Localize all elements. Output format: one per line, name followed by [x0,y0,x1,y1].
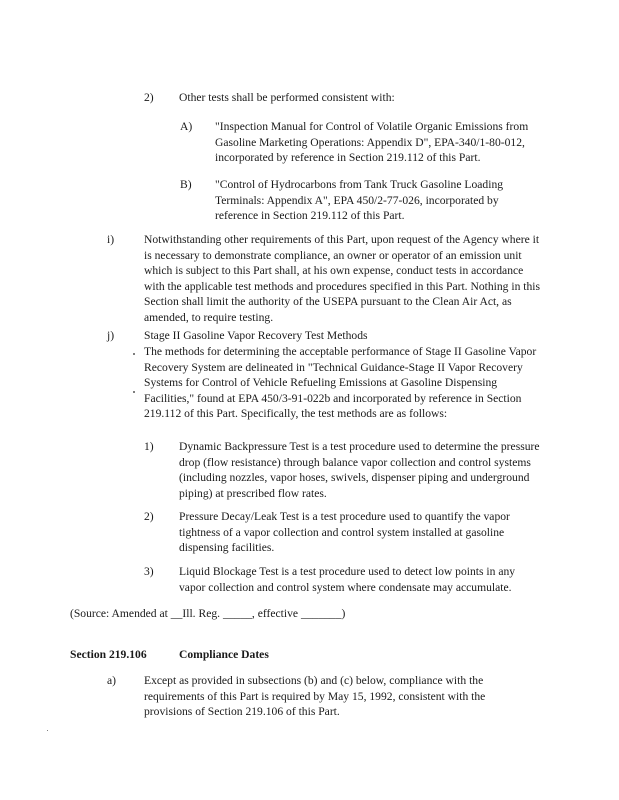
para-j-text: The methods for determining the acceptable performance of Stage II Gasoline Vapor Recovery System are delineated in "Technical Guidance-Stage II Vapor Recovery Systems for Control of Vehicle Refueling Emissions at Gasoline Dispensing Facilities," found at EPA 450/3-91-022b and incorporated by reference in Section 219.112 of this Part. Specifically, the test methods are as follows: [144,345,537,421]
scan-speck [47,730,48,731]
subitem-a-label: A) [180,120,193,133]
item-2-text: Other tests shall be performed consistent with: [179,91,395,104]
margin-mark [133,391,135,393]
j-item-3-label: 3) [144,565,154,578]
source-note: (Source: Amended at __Ill. Reg. _____, effective _______) [70,607,346,620]
section-number: Section 219.106 [70,648,147,661]
para-j-heading: Stage II Gasoline Vapor Recovery Test Methods [144,329,368,342]
para-a-label: a) [107,674,117,687]
subitem-b-text: "Control of Hydrocarbons from Tank Truck Gasoline Loading Terminals: Appendix A", EPA 450/2-77-026, incorporated by reference in Section 219.112 of this Part. [215,178,504,223]
subitem-b-label: B) [180,178,192,191]
para-i-text: Notwithstanding other requirements of this Part, upon request of the Agency where it is necessary to demonstrate compliance, an owner or operator of an emission unit which is subject to this Part shall, at his own expense, conduct tests in accordance with the applicable test methods and procedures specified in this Part. Nothing in this Section shall limit the authority of the USEPA pursuant to the Clean Air Act, as amended, to require testing. [144,233,541,324]
j-item-1-label: 1) [144,440,154,453]
para-a-text: Except as provided in subsections (b) and (c) below, compliance with the requirements of this Part is required by May 15, 1992, consistent with the provisions of Section 219.106 of this Part. [144,674,486,719]
section-title: Compliance Dates [179,648,269,661]
j-item-2-label: 2) [144,510,154,523]
subitem-a-text: "Inspection Manual for Control of Volatile Organic Emissions from Gasoline Marketing Operations: Appendix D", EPA-340/1-80-012, incorporated by reference in Section 219.112 of this Part. [215,120,529,165]
para-i-label: i) [107,233,115,246]
j-item-3-text: Liquid Blockage Test is a test procedure used to detect low points in any vapor collection and control system where condensate may accumulate. [179,565,516,594]
j-item-1-text: Dynamic Backpressure Test is a test procedure used to determine the pressure drop (flow resistance) through balance vapor collection and control systems (including nozzles, vapor hoses, swivels, dispenser piping and underground piping) at prescribed flow rates. [179,440,540,500]
j-item-2-text: Pressure Decay/Leak Test is a test procedure used to quantify the vapor tightness of a vapor collection and control system installed at gasoline dispensing facilities. [179,510,510,555]
item-2-label: 2) [144,91,154,104]
para-j-label: j) [107,329,115,342]
margin-mark [133,353,135,355]
